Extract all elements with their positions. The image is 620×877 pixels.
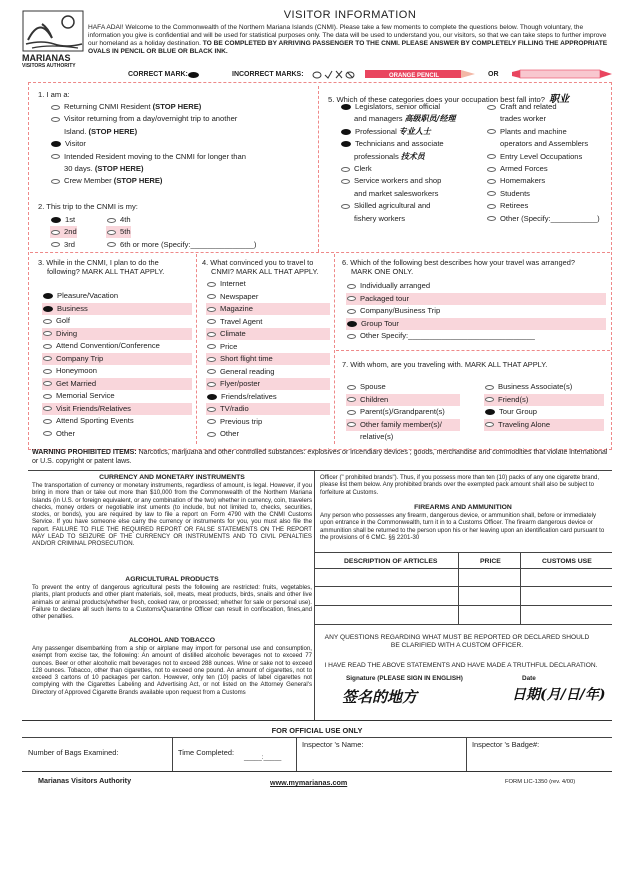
q6-option-label: Individually arranged bbox=[360, 281, 431, 290]
official-title: FOR OFFICIAL USE ONLY bbox=[271, 726, 363, 735]
q7-option-label: Spouse bbox=[360, 382, 386, 391]
q7-option-label: Friend(s) bbox=[498, 394, 529, 404]
filled-bubble-icon[interactable] bbox=[43, 293, 53, 299]
bags-examined-field[interactable]: Number of Bags Examined: bbox=[28, 748, 119, 757]
q6-option-label: Company/Business Trip bbox=[360, 306, 441, 316]
empty-bubble-icon[interactable] bbox=[347, 296, 356, 301]
q7-option-label: Parent(s)/Grandparent(s) bbox=[360, 407, 445, 417]
q4-option-label: Climate bbox=[220, 329, 246, 338]
q1-stop-here: (STOP HERE) bbox=[152, 102, 202, 111]
currency-title: CURRENCY AND MONETARY INSTRUMENTS bbox=[99, 474, 245, 481]
q4-option-label: General reading bbox=[220, 366, 275, 376]
q1-stop-here: (STOP HERE) bbox=[88, 126, 138, 136]
divider bbox=[520, 552, 521, 624]
q3-option[interactable] bbox=[42, 315, 192, 327]
q2-option-label: 1st bbox=[65, 215, 76, 224]
q7-option-label: Other family member(s)/ bbox=[360, 419, 442, 429]
empty-bubble-icon[interactable] bbox=[43, 344, 52, 349]
filled-bubble-icon[interactable] bbox=[485, 409, 495, 415]
q4-option[interactable] bbox=[206, 341, 330, 353]
q6-option[interactable] bbox=[346, 318, 606, 330]
q3-title-b: following? MARK ALL THAT APPLY. bbox=[47, 267, 165, 276]
q4-option[interactable] bbox=[206, 316, 330, 328]
q4-title-a: 4. What convinced you to travel to bbox=[202, 258, 314, 267]
q3-option[interactable] bbox=[42, 403, 192, 415]
empty-bubble-icon[interactable] bbox=[207, 282, 216, 287]
firearms-text: Any person who possesses any firearm, dangerous device, or ammunition shall, before or immediately upon entrance in the Commonwealth, turn it in to a Customs Officer. The firearm dangerous device or ammunition shall be returned to the person upon his or her leaving upon an identification card pursuant to the provisions of 6 CMC. §§ 2201-30 bbox=[320, 512, 605, 541]
q5-title-text: 5. Which of these categories does your occupation best fall into? bbox=[328, 95, 545, 104]
q5-option[interactable] bbox=[486, 151, 582, 163]
filled-bubble-icon[interactable] bbox=[347, 321, 357, 327]
empty-bubble-icon[interactable] bbox=[207, 432, 216, 437]
empty-bubble-icon[interactable] bbox=[51, 117, 60, 122]
q5-option bbox=[340, 151, 425, 163]
q5-option-label: Armed Forces bbox=[500, 164, 548, 173]
q3-option-label: Honeymoon bbox=[56, 366, 97, 375]
filled-bubble-icon[interactable] bbox=[341, 141, 351, 147]
empty-bubble-icon[interactable] bbox=[207, 344, 216, 349]
declaration-row bbox=[314, 586, 612, 587]
empty-bubble-icon[interactable] bbox=[347, 284, 356, 289]
divider bbox=[22, 771, 612, 772]
correct-mark-icon bbox=[188, 72, 199, 78]
q2-option-label: 6th or more (Specify:_______________) bbox=[120, 239, 257, 249]
divider bbox=[22, 737, 612, 738]
q4-option[interactable] bbox=[206, 303, 330, 315]
q2-option-label: 2nd bbox=[64, 227, 77, 237]
agri-text: To prevent the entry of dangerous agricultural pests the following are restricted: fruits, vegetables, plants, plant products and other plant materials, soil, meats, meat products, birds, snails and other live animals or animal products(whether fresh, cooked raw, or processed; whether for sale or personal use). Failure to declare all such items to a Customs/Quarantine Officer can result in confiscation, fines,and other penalties. bbox=[32, 584, 312, 621]
empty-bubble-icon[interactable] bbox=[485, 422, 494, 427]
q4-option[interactable] bbox=[206, 378, 330, 390]
q5-handwritten: 专业人士 bbox=[398, 125, 431, 136]
q7-title: 7. With whom, are you traveling with. MARK ALL THAT APPLY. bbox=[342, 360, 548, 369]
empty-bubble-icon[interactable] bbox=[207, 294, 216, 299]
q7-option-label: Traveling Alone bbox=[498, 419, 551, 429]
divider bbox=[28, 470, 612, 471]
q7-option[interactable] bbox=[484, 394, 604, 406]
q4-title bbox=[202, 258, 318, 276]
q5-option-label: Craft and related bbox=[500, 102, 557, 111]
correct-mark-label: CORRECT MARK: bbox=[128, 71, 188, 78]
q3-option[interactable] bbox=[42, 390, 192, 402]
q1-stop-here: (STOP HERE) bbox=[94, 164, 144, 173]
divider bbox=[336, 350, 610, 351]
q7-option-label: Business Associate(s) bbox=[498, 382, 573, 391]
time-completed-field[interactable]: Time Completed: bbox=[178, 748, 234, 757]
q4-option-label: Magazine bbox=[220, 304, 253, 313]
empty-bubble-icon[interactable] bbox=[207, 319, 216, 324]
page-title: VISITOR INFORMATION bbox=[283, 9, 417, 21]
q6-option[interactable] bbox=[346, 330, 606, 342]
q3-option-label: Company Trip bbox=[56, 353, 104, 363]
q5-option[interactable] bbox=[340, 101, 440, 113]
q6-title-a: 6. Which of the following best describes how your travel was arranged? bbox=[342, 258, 575, 267]
logo-subtitle: VISITORS AUTHORITY bbox=[22, 63, 76, 69]
q5-option[interactable] bbox=[340, 126, 431, 138]
q7-option-label: relative(s) bbox=[360, 432, 394, 442]
q4-option[interactable] bbox=[206, 391, 330, 403]
q4-option-label: Previous trip bbox=[220, 416, 263, 426]
signature-label: Signature (PLEASE SIGN IN ENGLISH) bbox=[346, 675, 463, 682]
q5-option[interactable] bbox=[340, 200, 430, 212]
q6-option[interactable] bbox=[346, 293, 606, 305]
q5-option[interactable] bbox=[486, 101, 557, 113]
divider bbox=[314, 470, 315, 720]
empty-bubble-icon[interactable] bbox=[51, 179, 60, 184]
q4-option-label: TV/radio bbox=[220, 404, 249, 413]
empty-bubble-icon[interactable] bbox=[487, 204, 496, 209]
q3-option-label: Memorial Service bbox=[56, 391, 115, 400]
date-field[interactable]: 日期(月/日/年) bbox=[512, 687, 606, 703]
empty-bubble-icon[interactable] bbox=[43, 331, 52, 336]
empty-bubble-icon[interactable] bbox=[207, 307, 216, 312]
empty-bubble-icon[interactable] bbox=[43, 406, 52, 411]
divider bbox=[296, 737, 297, 771]
empty-bubble-icon[interactable] bbox=[487, 105, 496, 110]
q4-option[interactable] bbox=[206, 328, 330, 340]
q7-option[interactable] bbox=[346, 419, 460, 431]
q1-stop-here: (STOP HERE) bbox=[113, 176, 163, 186]
q7-option bbox=[346, 431, 460, 443]
q5-option[interactable] bbox=[486, 175, 545, 187]
empty-bubble-icon[interactable] bbox=[485, 397, 494, 402]
q5-option-label: Technicians and associate bbox=[355, 139, 444, 149]
q5-option[interactable] bbox=[486, 163, 548, 175]
empty-bubble-icon[interactable] bbox=[51, 105, 60, 110]
q5-option[interactable] bbox=[340, 163, 372, 175]
q6-option-label: Group Tour bbox=[361, 318, 399, 328]
q5-option-label: Clerk bbox=[354, 164, 372, 173]
empty-bubble-icon[interactable] bbox=[485, 385, 494, 390]
alcohol-text: Any passenger disembarking from a ship or airplane may import for personal use and consumption, exempt from excise tax, the following: An amount of distilled alcoholic beverages not to exceed 77 ounces. Beer or other alcoholic malt beverages not to exceed 288 ounces. Wine or sake not to exceed 128 ounces. Tobacco, other than cigarettes, not to exceed one pound. An amount of cigarettes, not to exceed 3 cartons of 10 packages per carton. However, only ten (10) packs of label cigarettes not complying with the Cigarettes Labeling and Advertising Act, or not listed on the Attorney General's Directory of Approved Cigarette Brands available upon request from a Customs bbox=[32, 645, 312, 696]
agri-title: AGRICULTURAL PRODUCTS bbox=[125, 576, 219, 583]
q4-option[interactable] bbox=[206, 428, 330, 440]
q5-option-label: and managers bbox=[354, 114, 403, 124]
empty-bubble-icon[interactable] bbox=[487, 129, 496, 134]
incorrect-mark-label: INCORRECT MARKS: bbox=[232, 71, 304, 78]
empty-bubble-icon[interactable] bbox=[43, 319, 52, 324]
time-value: _____:_____ bbox=[244, 754, 282, 761]
q3-option-label: Pleasure/Vacation bbox=[57, 291, 119, 300]
col-customs: CUSTOMS USE bbox=[542, 558, 592, 565]
q4-option-label: Newspaper bbox=[220, 291, 259, 301]
empty-bubble-icon[interactable] bbox=[487, 191, 496, 196]
q3-option-label: Diving bbox=[56, 328, 78, 338]
q3-title bbox=[38, 258, 164, 276]
empty-bubble-icon[interactable] bbox=[341, 167, 350, 172]
q1-option-label: 30 days. bbox=[64, 164, 95, 173]
q4-option[interactable] bbox=[206, 353, 330, 365]
q3-option[interactable] bbox=[42, 378, 192, 390]
divider bbox=[466, 737, 467, 771]
q5-option-label: professionals bbox=[354, 151, 399, 161]
q7-option[interactable] bbox=[484, 406, 604, 418]
q6-option[interactable] bbox=[346, 280, 606, 292]
empty-bubble-icon[interactable] bbox=[347, 334, 356, 339]
empty-bubble-icon[interactable] bbox=[341, 179, 350, 184]
q5-option-label: and market salesworkers bbox=[354, 188, 439, 198]
q7-option[interactable] bbox=[484, 419, 604, 431]
q2-option[interactable] bbox=[106, 214, 131, 226]
q1-option bbox=[50, 163, 144, 175]
q2-option[interactable] bbox=[50, 226, 77, 238]
q5-option-label: Service workers and shop bbox=[354, 176, 442, 186]
warning-box bbox=[32, 448, 608, 466]
q3-option-label: Attend Convention/Conference bbox=[56, 341, 160, 350]
q5-option bbox=[340, 113, 455, 125]
filled-bubble-icon[interactable] bbox=[207, 394, 217, 400]
q5-option bbox=[340, 213, 405, 225]
q4-option-label: Internet bbox=[220, 279, 246, 288]
empty-bubble-icon[interactable] bbox=[487, 167, 496, 172]
q2-option-label: 3rd bbox=[64, 239, 75, 249]
q6-title-b: MARK ONE ONLY. bbox=[351, 267, 414, 276]
q3-option-label: Visit Friends/Relatives bbox=[56, 403, 131, 413]
divider bbox=[318, 86, 319, 252]
q1-title: 1. I am a: bbox=[38, 90, 70, 99]
q1-option-label: Crew Member bbox=[64, 176, 114, 186]
q6-title bbox=[342, 258, 575, 276]
q5-option[interactable] bbox=[486, 188, 530, 200]
signature-field[interactable]: 签名的地方 bbox=[342, 688, 418, 706]
divider bbox=[30, 252, 610, 253]
q4-option[interactable] bbox=[206, 416, 330, 428]
q4-option-label: Travel Agent bbox=[220, 316, 263, 326]
empty-bubble-icon[interactable] bbox=[207, 419, 216, 424]
empty-bubble-icon[interactable] bbox=[347, 397, 356, 402]
q5-option[interactable] bbox=[340, 138, 444, 150]
q2-option-label: 5th bbox=[120, 227, 131, 237]
q7-option[interactable] bbox=[346, 381, 460, 393]
q5-option[interactable] bbox=[486, 213, 600, 225]
warning-label: WARNING PROHIBITED ITEMS: bbox=[32, 449, 137, 456]
declaration-text: I HAVE READ THE ABOVE STATEMENTS AND HAVE MADE A TRUTHFUL DECLARATION. bbox=[324, 662, 598, 669]
q1-option-label: Visitor returning from a day/overnight trip to another bbox=[64, 114, 238, 124]
q4-option-label: Flyer/poster bbox=[220, 379, 261, 388]
empty-bubble-icon[interactable] bbox=[43, 369, 52, 374]
q1-option[interactable] bbox=[50, 113, 237, 125]
q2-option[interactable] bbox=[106, 239, 256, 251]
empty-bubble-icon[interactable] bbox=[51, 154, 60, 159]
filled-bubble-icon[interactable] bbox=[43, 306, 53, 312]
empty-bubble-icon[interactable] bbox=[43, 381, 52, 386]
q4-option[interactable] bbox=[206, 291, 330, 303]
q3-option-label: Attend Sporting Events bbox=[56, 416, 134, 425]
filled-bubble-icon[interactable] bbox=[51, 141, 61, 147]
empty-bubble-icon[interactable] bbox=[347, 385, 356, 390]
filled-bubble-icon[interactable] bbox=[341, 104, 351, 110]
q5-option-label: operators and Assemblers bbox=[500, 139, 589, 149]
q2-option[interactable] bbox=[50, 239, 75, 251]
q5-option-label: Skilled agricultural and bbox=[354, 201, 431, 211]
q5-option[interactable] bbox=[486, 200, 528, 212]
logo-name: MARIANAS bbox=[22, 53, 71, 63]
empty-bubble-icon[interactable] bbox=[487, 154, 496, 159]
q3-option[interactable] bbox=[42, 353, 192, 365]
empty-bubble-icon[interactable] bbox=[107, 218, 116, 223]
q1-option-label: Returning CNMI Resident bbox=[64, 102, 153, 111]
q2-title: 2. This trip to the CNMI is my: bbox=[38, 202, 138, 211]
inspector-badge-field[interactable]: Inspector 's Badge#: bbox=[472, 740, 540, 749]
q5-handwritten: 职业 bbox=[549, 94, 570, 105]
q6-option-label: Packaged tour bbox=[360, 293, 409, 303]
q1-option-label: Island. bbox=[64, 126, 89, 136]
pen-icon bbox=[512, 67, 612, 81]
q3-option-label: Business bbox=[57, 303, 88, 313]
logo bbox=[22, 10, 84, 70]
empty-bubble-icon[interactable] bbox=[347, 309, 356, 314]
q5-option-label: Other (Specify:___________) bbox=[500, 213, 600, 223]
empty-bubble-icon[interactable] bbox=[347, 410, 356, 415]
q5-handwritten: 技术员 bbox=[400, 150, 425, 161]
q3-option[interactable] bbox=[42, 365, 192, 377]
q5-handwritten: 高级职员/经理 bbox=[404, 113, 456, 124]
q6-option-label: Other Specify:______________________________ bbox=[360, 331, 535, 341]
col-price: PRICE bbox=[480, 558, 501, 565]
q5-option[interactable] bbox=[340, 175, 441, 187]
or-label: OR bbox=[488, 71, 499, 78]
intro-normal: HAFA ADAI! Welcome to the Commonwealth of the Northern Mariana Islands (CNMI). Please take a few moments to complete the questions below. Though voluntary, the information you give is confidential and will be used for statistical purposes only. The data will be used to understand you, our visitors, so that we can take steps to further improve our homeland as a holiday destination. bbox=[88, 24, 607, 47]
alcohol-title: ALCOHOL AND TOBACCO bbox=[129, 637, 215, 644]
q1-option[interactable] bbox=[50, 101, 201, 113]
divider bbox=[334, 254, 335, 444]
questions-text: ANY QUESTIONS REGARDING WHAT MUST BE REPORTED OR DECLARED SHOULD BE CLARIFIED WITH A CUSTOM OFFICER. bbox=[324, 634, 590, 649]
q1-option[interactable] bbox=[50, 138, 86, 150]
q1-option bbox=[50, 126, 137, 138]
q4-option-label: Friends/relatives bbox=[221, 391, 277, 401]
declaration-row bbox=[314, 605, 612, 606]
empty-bubble-icon[interactable] bbox=[347, 422, 356, 427]
q6-option[interactable] bbox=[346, 305, 606, 317]
divider bbox=[172, 737, 173, 771]
divider bbox=[22, 720, 612, 721]
q5-option-label: Retirees bbox=[500, 201, 529, 211]
officer-text: Officer (" prohibited brands"). Thus, if you possess more than ten (10) packs of any one cigarette brand, please list them below. Any prohibited brands over the exempted pack amount shall also be subject to forfeiture at Customs. bbox=[320, 474, 600, 496]
q5-option-label: fishery workers bbox=[354, 213, 406, 223]
intro-text bbox=[88, 24, 608, 56]
empty-bubble-icon[interactable] bbox=[43, 431, 52, 436]
q4-option-label: Price bbox=[220, 341, 238, 351]
q5-option-label: Professional bbox=[355, 126, 397, 136]
divider bbox=[314, 568, 612, 569]
col-description: DESCRIPTION OF ARTICLES bbox=[344, 558, 438, 565]
filled-bubble-icon[interactable] bbox=[51, 217, 61, 223]
q3-option[interactable] bbox=[42, 290, 192, 302]
q5-option-label: Homemakers bbox=[500, 176, 546, 186]
q1-option-label: Visitor bbox=[65, 139, 86, 149]
q5-option[interactable] bbox=[486, 126, 567, 138]
q2-option-label: 4th bbox=[120, 215, 131, 224]
q5-option bbox=[340, 188, 438, 200]
warning-text: Narcotics, marijuana and other controlled substances: explosives or incendiary devices ; goods, merchandise and commodities that violate international or U.S. copyright or patent laws. bbox=[32, 449, 608, 465]
q7-option[interactable] bbox=[346, 406, 460, 418]
empty-bubble-icon[interactable] bbox=[43, 394, 52, 399]
q3-title-a: 3. While in the CNMI, I plan to do the bbox=[38, 258, 159, 267]
footer-form: FORM LIC-1350 (rev. 4/00) bbox=[505, 779, 576, 785]
empty-bubble-icon[interactable] bbox=[207, 369, 216, 374]
q4-option[interactable] bbox=[206, 403, 330, 415]
empty-bubble-icon[interactable] bbox=[43, 419, 52, 424]
mark-legend bbox=[120, 69, 620, 81]
intro-bold: TO BE COMPLETED BY ARRIVING PASSENGER TO THE CNMI. PLEASE ANSWER BY COMPLETELY FILLING THE APPROPRIATE OVALS IN PENCIL OR BLUE OR BLACK INK. bbox=[88, 40, 608, 55]
q3-option[interactable] bbox=[42, 340, 192, 352]
footer-org: Marianas Visitors Authority bbox=[38, 776, 132, 785]
q3-option[interactable] bbox=[42, 328, 192, 340]
q5-option-label: Legislators, senior official bbox=[355, 102, 441, 111]
q3-option[interactable] bbox=[42, 303, 192, 315]
q2-option[interactable] bbox=[106, 226, 131, 238]
empty-bubble-icon[interactable] bbox=[207, 332, 216, 337]
firearms-title: FIREARMS AND AMMUNITION bbox=[414, 504, 512, 511]
empty-bubble-icon[interactable] bbox=[341, 204, 350, 209]
q3-option-label: Get Married bbox=[56, 378, 97, 388]
empty-bubble-icon[interactable] bbox=[207, 382, 216, 387]
empty-bubble-icon[interactable] bbox=[107, 230, 116, 235]
empty-bubble-icon[interactable] bbox=[43, 356, 52, 361]
empty-bubble-icon[interactable] bbox=[107, 242, 116, 247]
q5-option-label: Entry Level Occupations bbox=[500, 151, 583, 161]
empty-bubble-icon[interactable] bbox=[487, 216, 496, 221]
q7-option[interactable] bbox=[346, 394, 460, 406]
divider bbox=[314, 624, 612, 625]
q3-option[interactable] bbox=[42, 415, 192, 427]
divider bbox=[196, 254, 197, 444]
pencil-label: ORANGE PENCIL bbox=[389, 73, 440, 79]
inspector-name-field[interactable]: Inspector 's Name: bbox=[302, 740, 364, 749]
q1-option-label: Intended Resident moving to the CNMI for longer than bbox=[64, 151, 246, 161]
incorrect-marks-icon bbox=[312, 69, 362, 80]
q4-option[interactable] bbox=[206, 278, 330, 290]
empty-bubble-icon[interactable] bbox=[51, 230, 60, 235]
q3-option[interactable] bbox=[42, 428, 192, 440]
empty-bubble-icon[interactable] bbox=[487, 179, 496, 184]
date-label: Date bbox=[522, 675, 536, 682]
q3-option-label: Golf bbox=[56, 316, 70, 325]
currency-text: The transportation of currency or monetary instruments, regardless of amount, is legal. However, if you bring in more than or take out more than $10,000 from the Commonwealth of the Northern Mariana Islands (in U.S. or foreign equivalent, or any combination of the two) whether in currency, coin, travelers checks, money orders or negotiable inst uments (to include, but not limited to, checks, securities, stocks, or bonds), you are required by law to file a report on Form 4790 with the CNMI Customs Service. If you have someone else carry the currency or instruments for you, you must also file the report. FAILURE TO FILE THE REQUIRED REPORT OR FALSE STATEMENTS ON THE REPORT MAY LEAD TO SEIZURE OF THE CURRENCY OR INSTRUMENTS AND TO CIVIL PENALTIES AND/OR CRIMINAL PROSECUTION. bbox=[32, 482, 312, 548]
q5-option bbox=[486, 138, 588, 150]
pencil-icon bbox=[365, 68, 475, 80]
empty-bubble-icon[interactable] bbox=[207, 407, 216, 412]
q5-option-label: trades worker bbox=[500, 114, 547, 124]
q4-title-b: CNMI? MARK ALL THAT APPLY. bbox=[211, 267, 319, 276]
empty-bubble-icon[interactable] bbox=[207, 357, 216, 362]
q1-option[interactable] bbox=[50, 151, 246, 163]
q5-option-label: Plants and machine bbox=[500, 126, 567, 136]
empty-bubble-icon[interactable] bbox=[51, 242, 60, 247]
divider bbox=[314, 552, 612, 553]
q4-option-label: Short flight time bbox=[220, 354, 273, 363]
q2-option[interactable] bbox=[50, 214, 75, 226]
q7-option-label: Children bbox=[360, 394, 389, 404]
q5-option bbox=[486, 113, 546, 125]
footer-url[interactable]: www.mymarianas.com bbox=[270, 778, 348, 787]
q1-option[interactable] bbox=[50, 175, 162, 187]
q3-option-label: Other bbox=[56, 428, 75, 438]
q5-option-label: Students bbox=[500, 188, 530, 198]
q7-option[interactable] bbox=[484, 381, 604, 393]
divider bbox=[458, 552, 459, 624]
q7-option-label: Tour Group bbox=[499, 407, 537, 417]
filled-bubble-icon[interactable] bbox=[341, 129, 351, 135]
q4-option-label: Other bbox=[220, 429, 239, 438]
q4-option[interactable] bbox=[206, 366, 330, 378]
logo-icon bbox=[22, 10, 84, 52]
